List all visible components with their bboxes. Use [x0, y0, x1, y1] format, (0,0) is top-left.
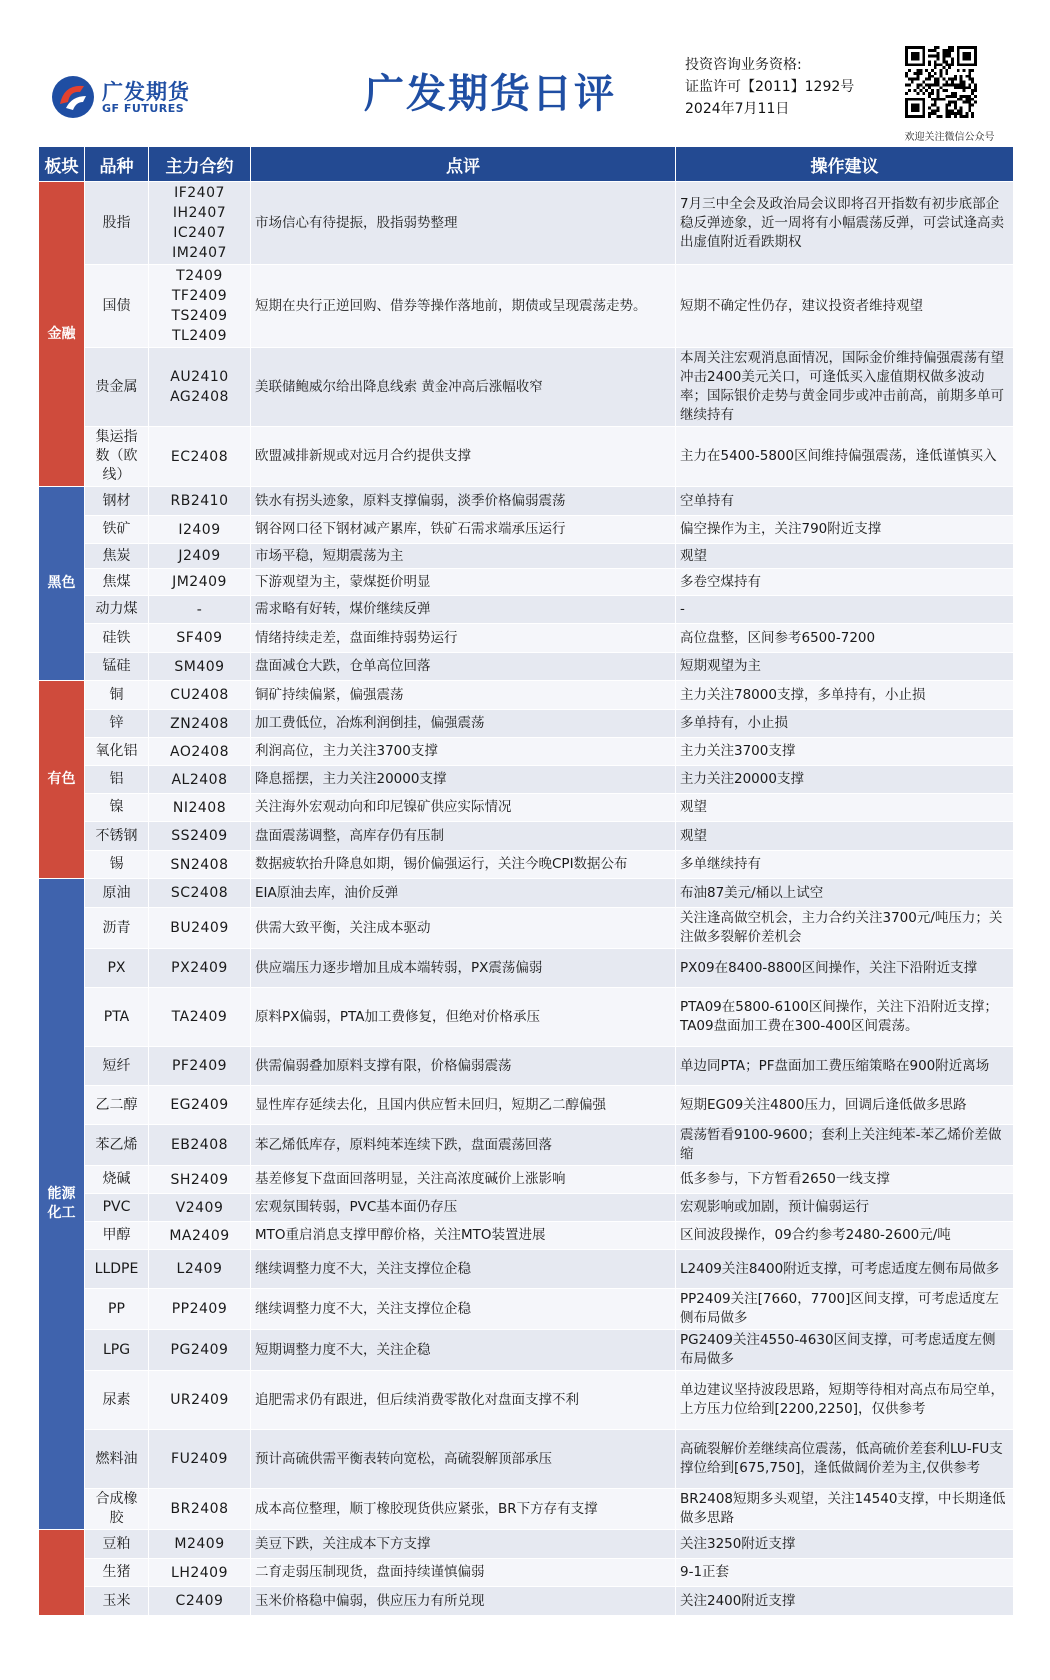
table-header-row [39, 147, 1014, 182]
table-row [39, 1194, 1014, 1222]
variety-cell: 股指 [85, 182, 149, 265]
advice-cell: 偏空操作为主，关注790附近支撑 [676, 516, 1014, 544]
logo-text-cn: 广发期货 [102, 80, 190, 104]
header-col-sector: 板块 [39, 147, 85, 182]
comment-cell: 基差修复下盘面回落明显，关注高浓度碱价上涨影响 [251, 1166, 676, 1194]
table-row [39, 1047, 1014, 1086]
variety-cell: PX [85, 949, 149, 988]
header-col-comment: 点评 [251, 147, 676, 182]
advice-cell: 观望 [676, 794, 1014, 822]
contract-code: SM409 [174, 658, 225, 675]
comment-cell: 降息摇摆，主力关注20000支撑 [251, 766, 676, 794]
comment-cell: 数据疲软抬升降息如期，锡价偏强运行，关注今晚CPI数据公布 [251, 851, 676, 879]
variety-cell: 乙二醇 [85, 1086, 149, 1125]
sector-cell: 有色 [39, 681, 85, 879]
table-row [39, 1125, 1014, 1166]
logo-text-en: GF FUTURES [102, 102, 185, 115]
variety-cell: 锰硅 [85, 653, 149, 681]
table-row [39, 1086, 1014, 1125]
advice-cell: PX09在8400-8800区间操作，关注下沿附近支撑 [676, 949, 1014, 988]
contract-cell [149, 1222, 251, 1250]
variety-cell: 烧碱 [85, 1166, 149, 1194]
contract-code: V2409 [175, 1199, 224, 1216]
table-row [39, 544, 1014, 569]
variety-cell: PTA [85, 988, 149, 1047]
contract-cell [149, 544, 251, 569]
table-row [39, 624, 1014, 653]
contract-cell [149, 516, 251, 544]
table-row [39, 596, 1014, 624]
comment-cell: 预计高硫供需平衡表转向宽松，高硫裂解顶部承压 [251, 1430, 676, 1489]
advice-cell: BR2408短期多头观望，关注14540支撑，中长期逢低做多思路 [676, 1489, 1014, 1530]
variety-cell: 原油 [85, 879, 149, 908]
contract-code: ZN2408 [170, 715, 229, 732]
table-row [39, 265, 1014, 348]
table-row [39, 348, 1014, 427]
table-row [39, 1371, 1014, 1430]
table-row [39, 569, 1014, 596]
table-row [39, 949, 1014, 988]
advice-cell: 空单持有 [676, 487, 1014, 516]
contract-cell [149, 348, 251, 427]
variety-cell: 不锈钢 [85, 822, 149, 851]
table-row [39, 1222, 1014, 1250]
advice-cell: PTA09在5800-6100区间操作，关注下沿附近支撑；TA09盘面加工费在300-400区间震荡。 [676, 988, 1014, 1047]
advice-cell: 关注3250附近支撑 [676, 1530, 1014, 1559]
advice-cell: L2409关注8400附近支撑，可考虑适度左侧布局做多 [676, 1250, 1014, 1289]
contract-code: EG2409 [170, 1097, 229, 1113]
contract-cell [149, 851, 251, 879]
advice-cell: 本周关注宏观消息面情况，国际金价维持偏强震荡有望冲击2400美元关口，可逢低买入虚值期权做多波动率；国际银价走势与黄金同步或冲击前高，前期多单可继续持有 [676, 348, 1014, 427]
header-col-advice: 操作建议 [676, 147, 1014, 182]
info-line: 投资咨询业务资格: [685, 57, 802, 73]
variety-cell: PVC [85, 1194, 149, 1222]
contract-cell [149, 1125, 251, 1166]
advice-cell: 高硫裂解价差继续高位震荡，低高硫价差套利LU-FU支撑位给到[675,750]，逢低做阔价差为主,仅供参考 [676, 1430, 1014, 1489]
table-row [39, 738, 1014, 766]
advice-cell: 多卷空煤持有 [676, 569, 1014, 596]
contract-cell [149, 1430, 251, 1489]
advice-cell: 观望 [676, 544, 1014, 569]
variety-cell: 氧化铝 [85, 738, 149, 766]
comment-cell: 玉米价格稳中偏弱，供应压力有所兑现 [251, 1587, 676, 1616]
contract-code: EB2408 [170, 1137, 229, 1153]
contract-code: IM2407 [172, 245, 227, 261]
comment-cell: 关注海外宏观动向和印尼镍矿供应实际情况 [251, 794, 676, 822]
advice-cell: 单边同PTA；PF盘面加工费压缩策略在900附近离场 [676, 1047, 1014, 1086]
contract-code: SC2408 [170, 885, 229, 901]
advice-cell: 主力关注3700支撑 [676, 738, 1014, 766]
contract-cell [149, 1587, 251, 1616]
contract-code: SH2409 [170, 1171, 229, 1188]
contract-code: L2409 [176, 1261, 223, 1277]
advice-cell: 高位盘整，区间参考6500-7200 [676, 624, 1014, 653]
contract-cell [149, 1489, 251, 1530]
contract-code: PG2409 [170, 1342, 229, 1358]
variety-cell: 铁矿 [85, 516, 149, 544]
contract-code: EC2408 [170, 448, 229, 465]
contract-cell [149, 569, 251, 596]
comment-cell: 需求略有好转，煤价继续反弹 [251, 596, 676, 624]
contract-cell [149, 1559, 251, 1587]
variety-cell: 豆粕 [85, 1530, 149, 1559]
contract-code: AO2408 [170, 743, 229, 760]
contract-cell [149, 908, 251, 949]
advice-cell: 单边建议坚持波段思路，短期等待相对高点布局空单，上方压力位给到[2200,2250]，仅供参考 [676, 1371, 1014, 1430]
contract-code: AL2408 [171, 771, 228, 788]
table-row [39, 487, 1014, 516]
contract-code: J2409 [178, 548, 221, 564]
table-row [39, 1166, 1014, 1194]
header-col-contract: 主力合约 [149, 147, 251, 182]
comment-cell: 成本高位整理，顺丁橡胶现货供应紧张，BR下方存有支撑 [251, 1489, 676, 1530]
contract-code: FU2409 [171, 1451, 228, 1467]
sector-cell: 金融 [39, 182, 85, 487]
variety-cell: 沥青 [85, 908, 149, 949]
table-row [39, 710, 1014, 738]
contract-code: LH2409 [171, 1564, 228, 1581]
comment-cell: 显性库存延续去化，且国内供应暂未回归，短期乙二醇偏强 [251, 1086, 676, 1125]
table-row [39, 1330, 1014, 1371]
contract-cell [149, 766, 251, 794]
contract-cell [149, 265, 251, 348]
comment-cell: 加工费低位，冶炼利润倒挂，偏强震荡 [251, 710, 676, 738]
contract-code: AG2408 [170, 389, 229, 405]
advice-cell: 关注2400附近支撑 [676, 1587, 1014, 1616]
contract-code: PP2409 [171, 1301, 228, 1317]
table-row [39, 1587, 1014, 1616]
table-row [39, 908, 1014, 949]
advice-cell: 多单继续持有 [676, 851, 1014, 879]
variety-cell: 焦煤 [85, 569, 149, 596]
header-col-variety: 品种 [85, 147, 149, 182]
contract-code: SN2408 [170, 856, 229, 873]
variety-cell: 钢材 [85, 487, 149, 516]
info-line: 2024年7月11日 [685, 101, 790, 117]
variety-cell: PP [85, 1289, 149, 1330]
table-row [39, 182, 1014, 265]
contract-cell [149, 1330, 251, 1371]
advice-cell: 布油87美元/桶以上试空 [676, 879, 1014, 908]
page-header [0, 0, 1050, 145]
contract-code: PX2409 [171, 960, 228, 976]
contract-code: BR2408 [170, 1501, 229, 1517]
advice-cell: 短期观望为主 [676, 653, 1014, 681]
advice-cell: 主力在5400-5800区间维持偏强震荡，逢低谨慎买入 [676, 427, 1014, 487]
comment-cell: EIA原油去库，油价反弹 [251, 879, 676, 908]
variety-cell: 甲醇 [85, 1222, 149, 1250]
comment-cell: 美豆下跌，关注成本下方支撑 [251, 1530, 676, 1559]
comment-cell: 继续调整力度不大，关注支撑位企稳 [251, 1289, 676, 1330]
contract-cell [149, 822, 251, 851]
variety-cell: 集运指数（欧线） [85, 427, 149, 487]
table-row [39, 516, 1014, 544]
contract-cell [149, 794, 251, 822]
advice-cell: 区间波段操作，09合约参考2480-2600元/吨 [676, 1222, 1014, 1250]
variety-cell: 锡 [85, 851, 149, 879]
advice-cell: 多单持有，小止损 [676, 710, 1014, 738]
contract-code: CU2408 [170, 687, 229, 703]
contract-cell [149, 1250, 251, 1289]
contract-code: TA2409 [171, 1009, 228, 1025]
advice-cell: 低多参与，下方暂看2650一线支撑 [676, 1166, 1014, 1194]
contract-code: IH2407 [172, 205, 227, 221]
variety-cell: 焦炭 [85, 544, 149, 569]
contract-code: T2409 [176, 268, 223, 284]
comment-cell: 市场信心有待提振，股指弱势整理 [251, 182, 676, 265]
variety-cell: 玉米 [85, 1587, 149, 1616]
contract-cell [149, 1047, 251, 1086]
sector-cell: 能源化工 [39, 879, 85, 1530]
contract-code: BU2409 [170, 920, 229, 936]
contract-cell [149, 1166, 251, 1194]
advice-cell: 关注逢高做空机会，主力合约关注3700元/吨压力；关注做多裂解价差机会 [676, 908, 1014, 949]
variety-cell: 硅铁 [85, 624, 149, 653]
contract-cell [149, 710, 251, 738]
comment-cell: 钢谷网口径下钢材减产累库，铁矿石需求端承压运行 [251, 516, 676, 544]
advice-cell: 主力关注78000支撑，多单持有，小止损 [676, 681, 1014, 710]
table-row [39, 851, 1014, 879]
comment-cell: 供需偏弱叠加原料支撑有限，价格偏弱震荡 [251, 1047, 676, 1086]
contract-cell [149, 624, 251, 653]
contract-code: SF409 [176, 630, 223, 646]
table-row [39, 427, 1014, 487]
contract-code: UR2409 [170, 1392, 229, 1408]
advice-cell: 震荡暂看9100-9600；套利上关注纯苯-苯乙烯价差做缩 [676, 1125, 1014, 1166]
comment-cell: 美联储鲍威尔给出降息线索 黄金冲高后涨幅收窄 [251, 348, 676, 427]
comment-cell: 盘面震荡调整，高库存仍有压制 [251, 822, 676, 851]
table-row [39, 681, 1014, 710]
advice-cell: 9-1正套 [676, 1559, 1014, 1587]
contract-cell [149, 988, 251, 1047]
table-row [39, 822, 1014, 851]
comment-cell: 下游观望为主，蒙煤挺价明显 [251, 569, 676, 596]
variety-cell: 尿素 [85, 1371, 149, 1430]
variety-cell: 短纤 [85, 1047, 149, 1086]
contract-code: TL2409 [172, 328, 227, 344]
contract-cell [149, 596, 251, 624]
contract-code: JM2409 [172, 574, 227, 590]
page-title: 广发期货日评 [364, 70, 616, 117]
variety-cell: 合成橡胶 [85, 1489, 149, 1530]
variety-cell: 国债 [85, 265, 149, 348]
table-row [39, 1430, 1014, 1489]
variety-cell: LPG [85, 1330, 149, 1371]
contract-code: SS2409 [171, 828, 228, 844]
comment-cell: 铁水有拐头迹象，原料支撑偏弱，淡季价格偏弱震荡 [251, 487, 676, 516]
comment-cell: 原料PX偏弱，PTA加工费修复，但绝对价格承压 [251, 988, 676, 1047]
variety-cell: 贵金属 [85, 348, 149, 427]
variety-cell: 镍 [85, 794, 149, 822]
contract-code: M2409 [174, 1536, 225, 1552]
comment-cell: 欧盟减排新规或对远月合约提供支撑 [251, 427, 676, 487]
contract-code: PF2409 [171, 1058, 228, 1074]
contract-code: I2409 [178, 521, 221, 538]
comment-cell: 供应端压力逐步增加且成本端转弱，PX震荡偏弱 [251, 949, 676, 988]
contract-cell [149, 1289, 251, 1330]
table-row [39, 1250, 1014, 1289]
contract-code: NI2408 [172, 799, 227, 816]
comment-cell: 追肥需求仍有跟进，但后续消费零散化对盘面支撑不利 [251, 1371, 676, 1430]
contract-cell [149, 738, 251, 766]
advice-cell: 短期不确定性仍存，建议投资者维持观望 [676, 265, 1014, 348]
variety-cell: 动力煤 [85, 596, 149, 624]
contract-cell [149, 1086, 251, 1125]
table-row [39, 766, 1014, 794]
contract-code: MA2409 [169, 1227, 230, 1244]
contract-cell [149, 487, 251, 516]
variety-cell: 铜 [85, 681, 149, 710]
comment-cell: MTO重启消息支撑甲醇价格，关注MTO装置进展 [251, 1222, 676, 1250]
variety-cell: LLDPE [85, 1250, 149, 1289]
comment-cell: 供需大致平衡，关注成本驱动 [251, 908, 676, 949]
contract-cell [149, 1530, 251, 1559]
contract-cell [149, 427, 251, 487]
table-row [39, 1289, 1014, 1330]
comment-cell: 宏观氛围转弱，PVC基本面仍存压 [251, 1194, 676, 1222]
comment-cell: 情绪持续走差，盘面维持弱势运行 [251, 624, 676, 653]
table-row [39, 879, 1014, 908]
contract-code: IF2407 [174, 185, 225, 201]
comment-cell: 短期调整力度不大，关注企稳 [251, 1330, 676, 1371]
advice-cell: 宏观影响或加剧，预计偏弱运行 [676, 1194, 1014, 1222]
sector-cell [39, 1530, 85, 1616]
qr-caption: 欢迎关注微信公众号 [904, 132, 995, 143]
comment-cell: 苯乙烯低库存，原料纯苯连续下跌，盘面震荡回落 [251, 1125, 676, 1166]
table-row [39, 1530, 1014, 1559]
contract-code: C2409 [175, 1593, 224, 1609]
advice-cell: 主力关注20000支撑 [676, 766, 1014, 794]
variety-cell: 生猪 [85, 1559, 149, 1587]
contract-cell [149, 681, 251, 710]
contract-cell [149, 653, 251, 681]
contract-code: - [196, 601, 203, 618]
comment-cell: 二育走弱压制现货，盘面持续谨慎偏弱 [251, 1559, 676, 1587]
info-line: 证监许可【2011】1292号 [685, 79, 855, 95]
variety-cell: 铝 [85, 766, 149, 794]
advice-cell: - [676, 596, 1014, 624]
contract-cell [149, 879, 251, 908]
comment-cell: 盘面减仓大跌，仓单高位回落 [251, 653, 676, 681]
table-row [39, 1489, 1014, 1530]
variety-cell: 燃料油 [85, 1430, 149, 1489]
variety-cell: 锌 [85, 710, 149, 738]
table-row [39, 794, 1014, 822]
gf-logo-icon [50, 74, 96, 120]
contract-cell [149, 1371, 251, 1430]
comment-cell: 市场平稳，短期震荡为主 [251, 544, 676, 569]
qualification-info [685, 54, 854, 120]
advice-cell: 短期EG09关注4800压力，回调后逢低做多思路 [676, 1086, 1014, 1125]
comment-cell: 铜矿持续偏紧，偏强震荡 [251, 681, 676, 710]
advice-cell: PP2409关注[7660，7700]区间支撑，可考虑适度左侧布局做多 [676, 1289, 1014, 1330]
contract-cell [149, 182, 251, 265]
advice-cell: 观望 [676, 822, 1014, 851]
contract-code: RB2410 [170, 493, 229, 509]
qr-code-icon [905, 46, 977, 118]
contract-code: TF2409 [171, 288, 228, 304]
comment-cell: 利润高位，主力关注3700支撑 [251, 738, 676, 766]
table-body [39, 182, 1014, 1616]
contract-code: AU2410 [170, 369, 229, 385]
table-row [39, 988, 1014, 1047]
contract-code: TS2409 [171, 308, 228, 324]
gf-futures-logo [50, 74, 210, 122]
table-row [39, 653, 1014, 681]
sector-cell: 黑色 [39, 487, 85, 681]
contract-cell [149, 949, 251, 988]
comment-cell: 继续调整力度不大，关注支撑位企稳 [251, 1250, 676, 1289]
advice-cell: 7月三中全会及政治局会议即将召开指数有初步底部企稳反弹迹象，近一周将有小幅震荡反弹，可尝试逢高卖出虚值附近看跌期权 [676, 182, 1014, 265]
contract-code: IC2407 [173, 225, 226, 241]
review-table [38, 146, 1013, 1616]
variety-cell: 苯乙烯 [85, 1125, 149, 1166]
advice-cell: PG2409关注4550-4630区间支撑，可考虑适度左侧布局做多 [676, 1330, 1014, 1371]
contract-cell [149, 1194, 251, 1222]
comment-cell: 短期在央行正逆回购、借券等操作落地前，期债或呈现震荡走势。 [251, 265, 676, 348]
table-row [39, 1559, 1014, 1587]
